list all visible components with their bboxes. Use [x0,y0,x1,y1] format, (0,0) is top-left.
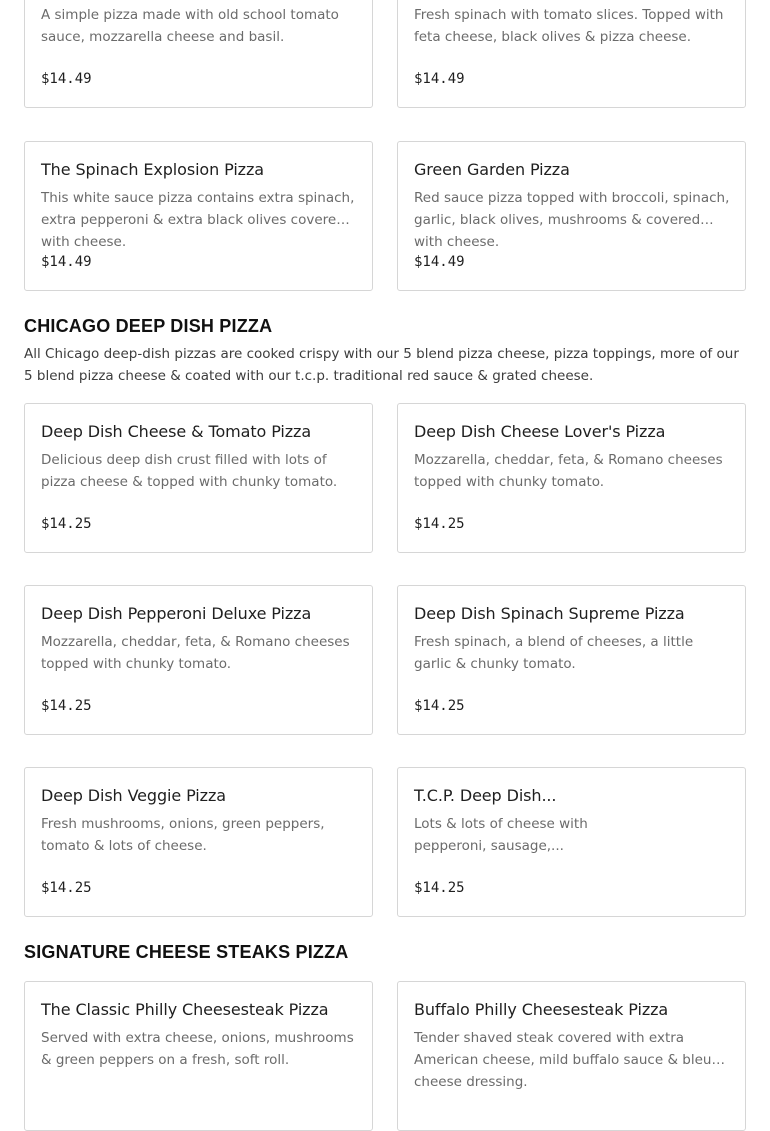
item-description: Lots & lots of cheese with pepperoni, sausage,... [414,816,588,854]
item-description: This white sauce pizza contains extra spinach, extra pepperoni & extra black olives covered with cheese. [41,190,355,250]
item-name: The Classic Philly Cheesesteak Pizza [41,1000,329,1019]
item-name: Deep Dish Veggie Pizza [41,786,226,805]
menu-item-card[interactable] [24,403,373,553]
menu-item-card[interactable] [397,141,746,291]
item-description: Delicious deep dish crust filled with lots of pizza cheese & topped with chunky tomato. [41,452,338,490]
section-title: CHICAGO DEEP DISH PIZZA [24,316,273,336]
item-description: Fresh mushrooms, onions, green peppers, tomato & lots of cheese. [41,816,325,854]
item-price: $14.25 [414,880,465,896]
item-name: Buffalo Philly Cheesesteak Pizza [414,1000,669,1019]
item-price: $14.25 [414,698,465,714]
menu-item-card[interactable] [24,767,373,917]
item-price: $14.25 [41,698,92,714]
menu-item-card[interactable] [397,585,746,735]
item-name: The Spinach Explosion Pizza [41,160,264,179]
menu-item-card[interactable] [397,0,746,108]
menu-item-card[interactable] [24,141,373,291]
item-name: Green Garden Pizza [414,160,570,179]
item-description: Tender shaved steak covered with extra American cheese, mild buffalo sauce & bleu cheese dressing. [414,1030,712,1090]
menu-item-card[interactable] [397,403,746,553]
item-description: Served with extra cheese, onions, mushrooms & green peppers on a fresh, soft roll. [41,1030,354,1068]
item-name: Deep Dish Cheese Lover's Pizza [414,422,666,441]
menu-item-card[interactable] [397,981,746,1131]
item-description: Fresh spinach, a blend of cheeses, a little garlic & chunky tomato. [414,634,694,672]
item-name: Deep Dish Cheese & Tomato Pizza [41,422,312,441]
item-price: $14.25 [414,516,465,532]
item-price: $14.49 [414,71,465,87]
item-description: Mozzarella, cheddar, feta, & Romano cheeses topped with chunky tomato. [41,634,350,672]
item-price: $14.49 [41,71,92,87]
section-description: All Chicago deep-dish pizzas are cooked crispy with our 5 blend pizza cheese, pizza toppings, more of our 5 blend pizza cheese & coated with our t.c.p. traditional red sauce & grated cheese. [24,346,739,384]
menu-item-card[interactable] [24,585,373,735]
item-name: T.C.P. Deep Dish... [414,786,557,805]
menu-item-card[interactable] [24,981,373,1131]
item-name: Deep Dish Spinach Supreme Pizza [414,604,685,623]
item-price: $14.49 [41,254,92,270]
item-name: Deep Dish Pepperoni Deluxe Pizza [41,604,312,623]
item-description: Red sauce pizza topped with broccoli, spinach, garlic, black olives, mushrooms & covered with cheese. [414,190,730,250]
item-description: A simple pizza made with old school tomato sauce, mozzarella cheese and basil. [41,7,339,45]
item-description: Fresh spinach with tomato slices. Topped with feta cheese, black olives & pizza cheese. [414,7,724,45]
item-price: $14.49 [414,254,465,270]
menu-item-card[interactable] [397,767,746,917]
section-title: SIGNATURE CHEESE STEAKS PIZZA [24,942,349,962]
menu-item-card[interactable] [24,0,373,108]
item-description: Mozzarella, cheddar, feta, & Romano cheeses topped with chunky tomato. [414,452,723,490]
item-price: $14.25 [41,516,92,532]
item-price: $14.25 [41,880,92,896]
